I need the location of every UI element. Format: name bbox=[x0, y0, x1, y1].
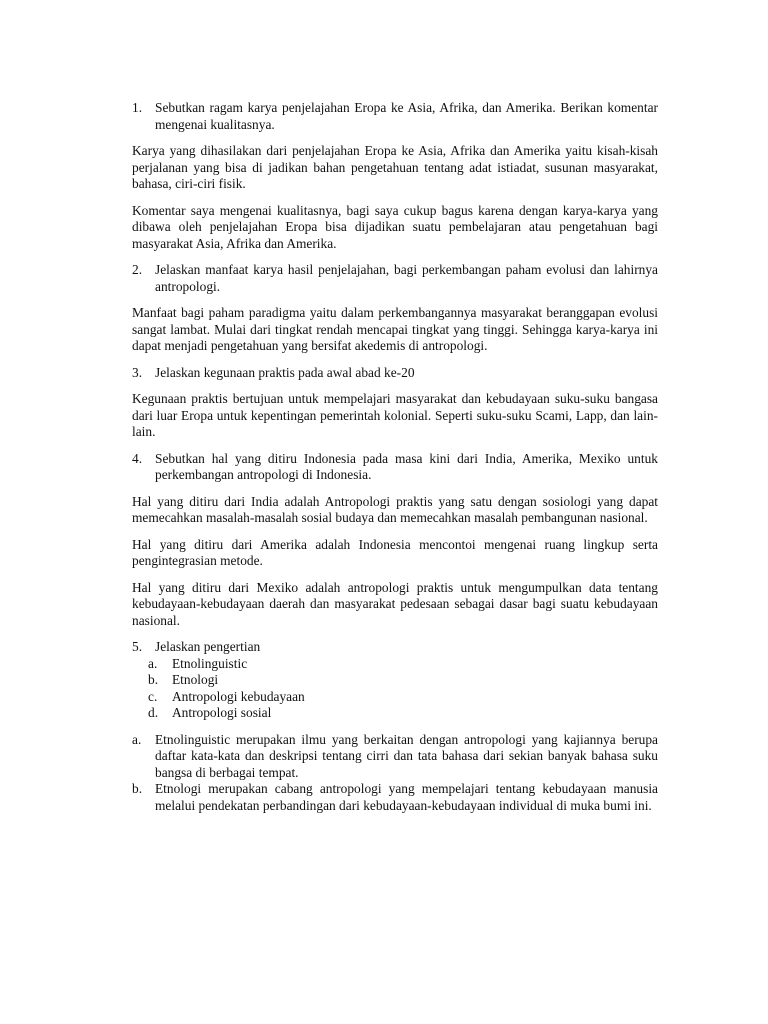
question-text: Jelaskan kegunaan praktis pada awal abad ke-20 bbox=[155, 364, 415, 380]
answer-letter: b. bbox=[132, 781, 143, 796]
answer-paragraph: Hal yang ditiru dari India adalah Antropologi praktis yang satu dengan sosiologi yang dapat memecahkan masalah-masalah sosial budaya dan memecahkan masalah pembangunan nasional. bbox=[132, 493, 658, 525]
sub-item-letter: b. bbox=[148, 672, 159, 687]
sub-item-letter: c. bbox=[148, 688, 158, 704]
sub-item-text: Etnologi bbox=[172, 672, 219, 687]
question-text: Sebutkan ragam karya penjelajahan Eropa ke Asia, Afrika, dan Amerika. Berikan komentar mengenai kualitasnya. bbox=[155, 100, 658, 132]
question-text: Sebutkan hal yang ditiru Indonesia pada masa kini dari India, Amerika, Mexiko untuk perkembangan antropologi di Indonesia. bbox=[155, 450, 658, 482]
answer-item bbox=[132, 781, 658, 814]
answer-item bbox=[132, 732, 658, 782]
sub-item-letter: a. bbox=[148, 655, 158, 671]
question-4 bbox=[132, 451, 658, 484]
question-number: 2. bbox=[132, 262, 143, 277]
sub-item-text: Etnolinguistic bbox=[172, 655, 248, 671]
question-5 bbox=[132, 639, 658, 656]
answer-text: Etnolinguistic merupakan ilmu yang berkaitan dengan antropologi yang kajiannya berupa daftar kata-kata dan deskripsi tentang cirri dan tata bahasa dari sekian banyak bahasa suku bangsa di berbagai tempat. bbox=[155, 731, 658, 780]
answer-paragraph: Manfaat bagi paham paradigma yaitu dalam perkembangannya masyarakat beranggapan evolusi sangat lambat. Mulai dari tingkat rendah mencapai tingkat yang tinggi. Sehingga karya-karya ini dapat menjadi pengetahuan yang bersifat akedemis di antropologi. bbox=[132, 305, 658, 353]
sub-item-letter: d. bbox=[148, 705, 159, 720]
sub-item-text: Antropologi sosial bbox=[172, 705, 272, 720]
question-number: 5. bbox=[132, 639, 143, 654]
answer-paragraph: Kegunaan praktis bertujuan untuk mempelajari masyarakat dan kebudayaan suku-suku bangasa dari luar Eropa untuk kepentingan pemerintah kolonial. Seperti suku-suku Scami, Lapp, dan lain-lain. bbox=[132, 391, 658, 439]
document-page bbox=[132, 100, 658, 814]
answer-letter: a. bbox=[132, 731, 142, 747]
question-3 bbox=[132, 365, 658, 382]
answer-paragraph: Karya yang dihasilakan dari penjelajahan Eropa ke Asia, Afrika dan Amerika yaitu kisah-kisah perjalanan yang bisa di jadikan bahan pengetahuan tentang adat istiadat, susunan masyarakat, bahasa, ciri-ciri fisik. bbox=[132, 143, 658, 191]
sub-item bbox=[132, 689, 658, 706]
sub-item-text: Antropologi kebudayaan bbox=[172, 688, 305, 704]
question-number: 3. bbox=[132, 364, 143, 380]
answer-paragraph: Hal yang ditiru dari Amerika adalah Indonesia mencontoi mengenai ruang lingkup serta pengintegrasian metode. bbox=[132, 536, 658, 568]
answer-paragraph: Hal yang ditiru dari Mexiko adalah antropologi praktis untuk mengumpulkan data tentang kebudayaan-kebudayaan daerah dan masyarakat pedesaan sebagai dasar bagi suatu kebudayaan nasional. bbox=[132, 579, 658, 628]
answer-text: Etnologi merupakan cabang antropologi yang mempelajari tentang kebudayaan manusia melalui pendekatan perbandingan dari kebudayaan-kebudayaan individual di muka bumi ini. bbox=[155, 781, 658, 813]
answer-paragraph: Komentar saya mengenai kualitasnya, bagi saya cukup bagus karena dengan karya-karya yang dibawa oleh penjelajahan Eropa bisa dijadikan suatu pembelajaran atau pengetahuan bagi masyarakat Asia, Afrika dan Amerika. bbox=[132, 202, 658, 251]
question-1 bbox=[132, 100, 658, 133]
sub-item bbox=[132, 672, 658, 689]
sub-item bbox=[132, 705, 658, 722]
question-number: 1. bbox=[132, 100, 143, 115]
sub-item bbox=[132, 656, 658, 673]
question-text: Jelaskan pengertian bbox=[155, 639, 261, 654]
question-2 bbox=[132, 262, 658, 295]
question-number: 4. bbox=[132, 450, 143, 466]
question-text: Jelaskan manfaat karya hasil penjelajahan, bagi perkembangan paham evolusi dan lahirnya antropologi. bbox=[155, 262, 658, 294]
